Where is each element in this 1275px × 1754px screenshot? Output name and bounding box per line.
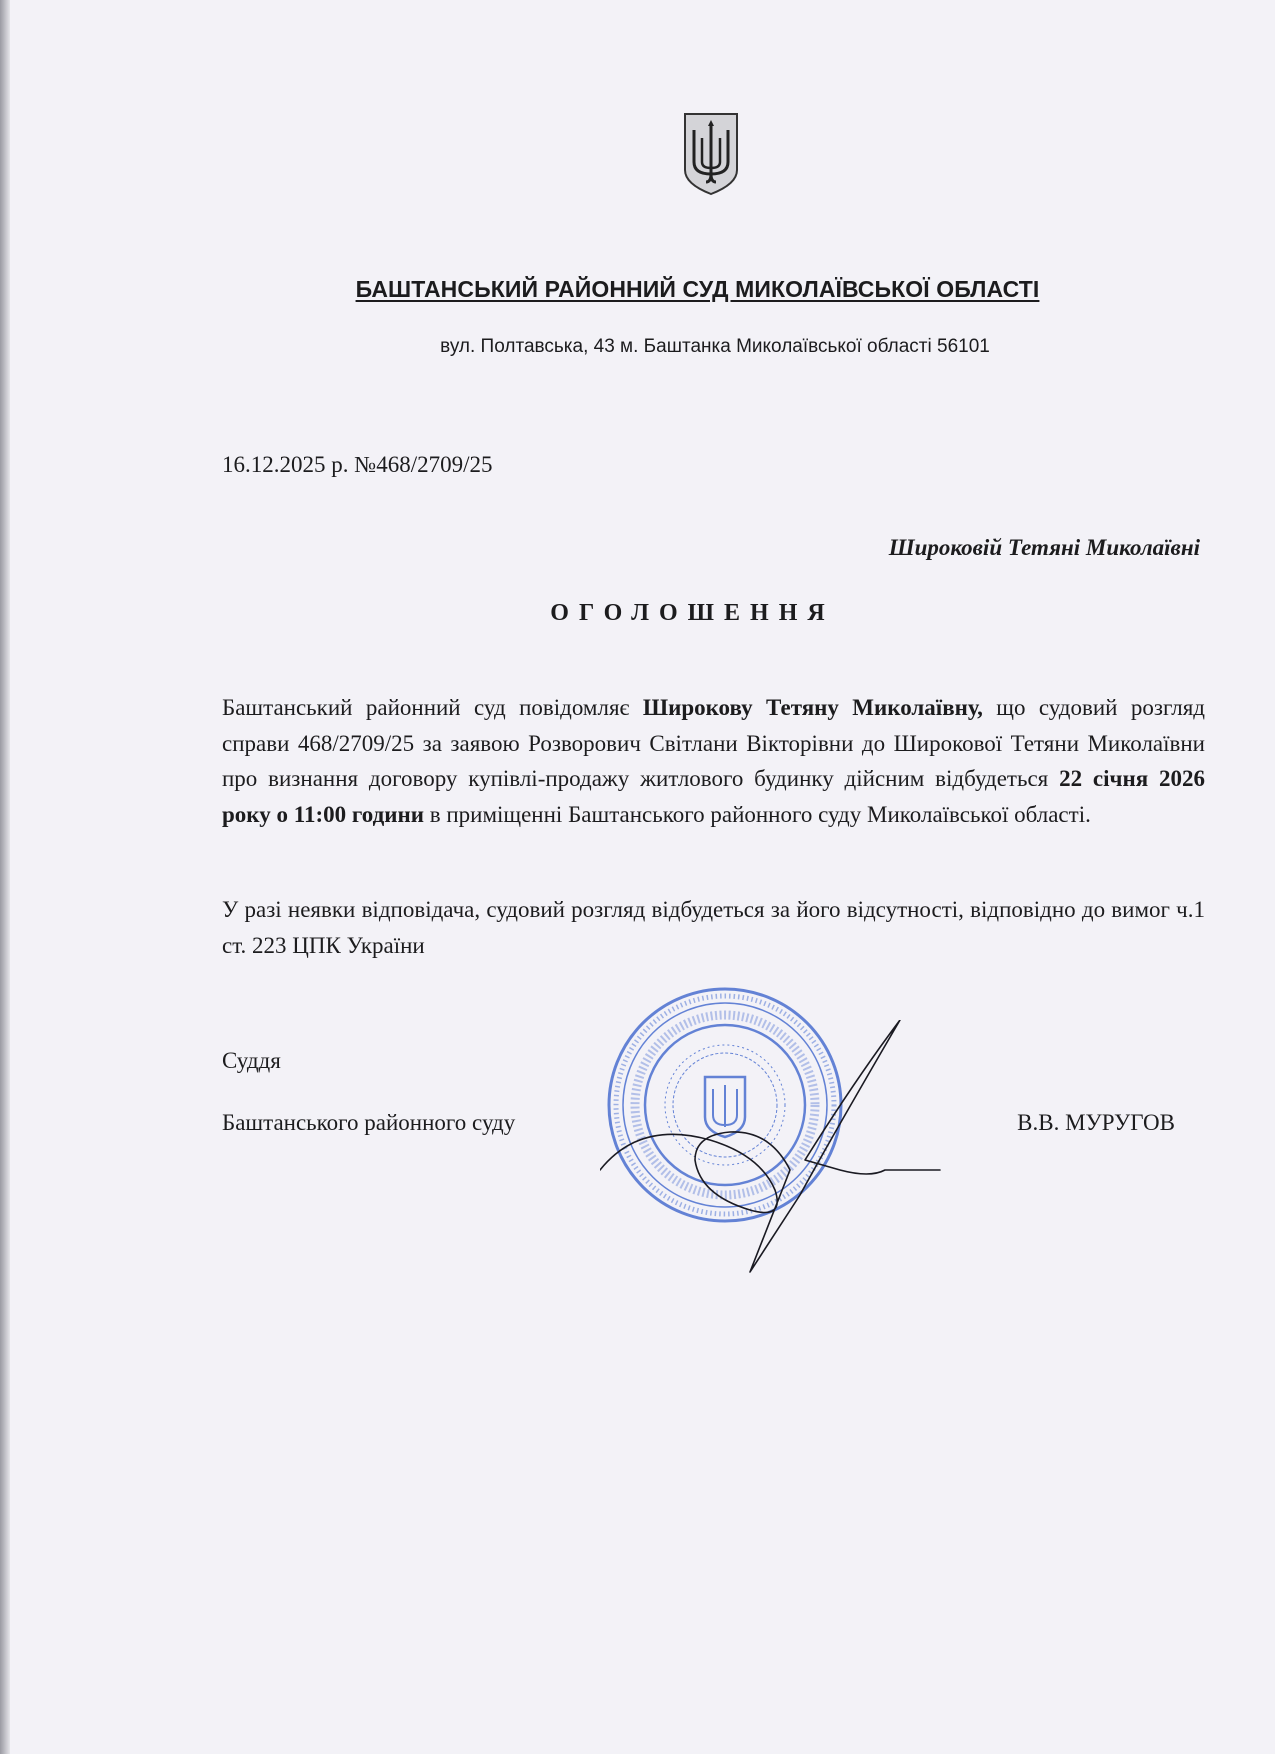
coat-of-arms-icon (682, 112, 740, 196)
hearing-datetime: 22 січня 2026 року о 11:00 години (222, 766, 1206, 827)
notice-text-3: в приміщенні Баштанського районного суду Миколаївської області. (423, 801, 1091, 827)
court-address: вул. Полтавська, 43 м. Баштанка Миколаївської області 56101 (440, 336, 990, 357)
judge-title: Суддя (222, 1048, 281, 1073)
signature-icon (600, 1020, 960, 1290)
judge-court: Баштанського районного суду (222, 1110, 516, 1135)
judge-name: В.В. МУРУГОВ (1017, 1110, 1175, 1135)
court-name: БАШТАНСЬКИЙ РАЙОННИЙ СУД МИКОЛАЇВСЬКОЇ ОБЛАСТІ (355, 276, 1040, 302)
announcement-heading: ОГОЛОШЕННЯ (550, 600, 835, 626)
notice-text-2: що судовий розгляд справи 468/2709/25 за заявою Розворович Світлани Вікторівни до Широкової Тетяни Миколаївни про визнання договору купівлі-продажу житлового будинку дійсним відбудеться (222, 695, 1205, 791)
notice-paragraph (222, 690, 1205, 832)
person-name: Широкову Тетяну Миколаївну, (642, 695, 983, 720)
absence-paragraph: У разі неявки відповідача, судовий розгляд відбудеться за його відсутності, відповідно до вимог ч.1 ст. 223 ЦПК України (222, 897, 1205, 958)
notice-text-1: Баштанський районний суд повідомляє (222, 695, 643, 720)
scan-edge (0, 0, 10, 1754)
document-reference: 16.12.2025 р. №468/2709/25 (222, 452, 493, 477)
addressee: Широковій Тетяні Миколаївні (888, 535, 1200, 560)
